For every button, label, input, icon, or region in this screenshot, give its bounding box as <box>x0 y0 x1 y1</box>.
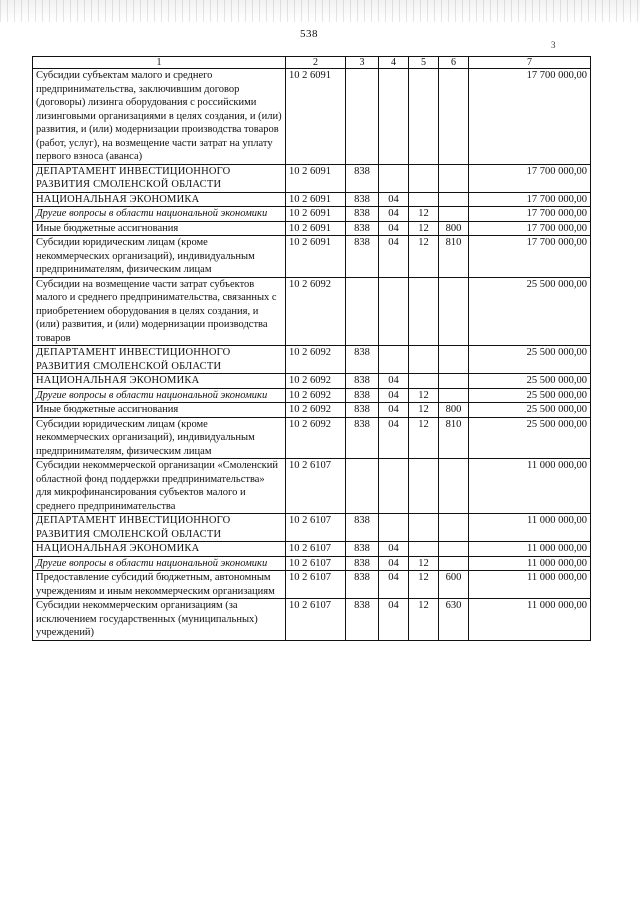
target-code-cell: 10 2 6091 <box>286 236 346 278</box>
section-code-cell <box>379 514 409 542</box>
amount-cell: 17 700 000,00 <box>469 207 591 222</box>
column-header-row <box>33 57 591 69</box>
expense-type-cell <box>439 69 469 165</box>
amount-cell: 25 500 000,00 <box>469 346 591 374</box>
amount-cell: 25 500 000,00 <box>469 388 591 403</box>
ministry-code-cell: 838 <box>346 417 379 459</box>
row-name-cell: ДЕПАРТАМЕНТ ИНВЕСТИЦИОННОГО РАЗВИТИЯ СМОЛЕНСКОЙ ОБЛАСТИ <box>33 514 286 542</box>
row-name-cell: Субсидии на возмещение части затрат субъектов малого и среднего предпринимательства, связанных с приобретением оборудования в целях создания, и (или) развития, и (или) модернизации производства товаров <box>33 277 286 346</box>
subsection-code-cell <box>409 164 439 192</box>
column-header: 5 <box>409 57 439 69</box>
table-row <box>33 346 591 374</box>
section-code-cell: 04 <box>379 192 409 207</box>
target-code-cell: 10 2 6107 <box>286 542 346 557</box>
amount-cell: 17 700 000,00 <box>469 164 591 192</box>
target-code-cell: 10 2 6107 <box>286 514 346 542</box>
section-code-cell: 04 <box>379 388 409 403</box>
ministry-code-cell: 838 <box>346 571 379 599</box>
subsection-code-cell: 12 <box>409 236 439 278</box>
ministry-code-cell: 838 <box>346 164 379 192</box>
amount-cell: 17 700 000,00 <box>469 236 591 278</box>
amount-cell: 17 700 000,00 <box>469 192 591 207</box>
ministry-code-cell: 838 <box>346 599 379 641</box>
amount-cell: 25 500 000,00 <box>469 417 591 459</box>
table-row <box>33 599 591 641</box>
table-row <box>33 403 591 418</box>
subsection-code-cell: 12 <box>409 599 439 641</box>
section-code-cell <box>379 346 409 374</box>
expense-type-cell <box>439 459 469 514</box>
ministry-code-cell: 838 <box>346 556 379 571</box>
amount-cell: 11 000 000,00 <box>469 599 591 641</box>
table-row <box>33 388 591 403</box>
subsection-code-cell: 12 <box>409 388 439 403</box>
amount-cell: 25 500 000,00 <box>469 403 591 418</box>
expense-type-cell <box>439 388 469 403</box>
column-header: 2 <box>286 57 346 69</box>
expense-type-cell <box>439 556 469 571</box>
target-code-cell: 10 2 6107 <box>286 599 346 641</box>
table-row <box>33 236 591 278</box>
subsection-code-cell <box>409 514 439 542</box>
row-name-cell: Субсидии юридическим лицам (кроме некоммерческих организаций), индивидуальным предпринимателям, физическим лицам <box>33 417 286 459</box>
expense-type-cell: 810 <box>439 417 469 459</box>
subsection-code-cell: 12 <box>409 571 439 599</box>
target-code-cell: 10 2 6092 <box>286 388 346 403</box>
row-name-cell: ДЕПАРТАМЕНТ ИНВЕСТИЦИОННОГО РАЗВИТИЯ СМОЛЕНСКОЙ ОБЛАСТИ <box>33 346 286 374</box>
expense-type-cell <box>439 514 469 542</box>
section-code-cell <box>379 164 409 192</box>
section-code-cell: 04 <box>379 542 409 557</box>
amount-cell: 11 000 000,00 <box>469 459 591 514</box>
table-row <box>33 164 591 192</box>
ministry-code-cell: 838 <box>346 207 379 222</box>
amount-cell: 11 000 000,00 <box>469 556 591 571</box>
target-code-cell: 10 2 6092 <box>286 417 346 459</box>
target-code-cell: 10 2 6107 <box>286 459 346 514</box>
column-header: 6 <box>439 57 469 69</box>
column-header: 4 <box>379 57 409 69</box>
ministry-code-cell: 838 <box>346 542 379 557</box>
column-header: 1 <box>33 57 286 69</box>
page-number: 538 <box>300 28 318 40</box>
target-code-cell: 10 2 6092 <box>286 403 346 418</box>
expense-type-cell <box>439 277 469 346</box>
row-name-cell: Субсидии некоммерческим организациям (за исключением государственных (муниципальных) учреждений) <box>33 599 286 641</box>
target-code-cell: 10 2 6091 <box>286 69 346 165</box>
expense-type-cell: 800 <box>439 403 469 418</box>
table-row <box>33 514 591 542</box>
section-code-cell: 04 <box>379 556 409 571</box>
section-code-cell: 04 <box>379 403 409 418</box>
subsection-code-cell: 12 <box>409 417 439 459</box>
target-code-cell: 10 2 6092 <box>286 277 346 346</box>
expense-type-cell: 600 <box>439 571 469 599</box>
subsection-code-cell <box>409 192 439 207</box>
amount-cell: 11 000 000,00 <box>469 542 591 557</box>
ministry-code-cell: 838 <box>346 192 379 207</box>
table-row <box>33 207 591 222</box>
ministry-code-cell <box>346 459 379 514</box>
section-code-cell: 04 <box>379 417 409 459</box>
subsection-code-cell <box>409 346 439 374</box>
table-row <box>33 417 591 459</box>
column-header: 3 <box>346 57 379 69</box>
expense-type-cell: 800 <box>439 221 469 236</box>
table-row <box>33 571 591 599</box>
section-code-cell: 04 <box>379 207 409 222</box>
row-name-cell: НАЦИОНАЛЬНАЯ ЭКОНОМИКА <box>33 192 286 207</box>
expense-type-cell: 630 <box>439 599 469 641</box>
corner-mark: 3 <box>551 40 556 50</box>
expense-type-cell <box>439 207 469 222</box>
table-row <box>33 192 591 207</box>
row-name-cell: ДЕПАРТАМЕНТ ИНВЕСТИЦИОННОГО РАЗВИТИЯ СМОЛЕНСКОЙ ОБЛАСТИ <box>33 164 286 192</box>
ministry-code-cell: 838 <box>346 403 379 418</box>
amount-cell: 17 700 000,00 <box>469 221 591 236</box>
row-name-cell: Субсидии юридическим лицам (кроме некоммерческих организаций), индивидуальным предпринимателям, физическим лицам <box>33 236 286 278</box>
row-name-cell: Другие вопросы в области национальной экономики <box>33 556 286 571</box>
subsection-code-cell: 12 <box>409 221 439 236</box>
ministry-code-cell: 838 <box>346 388 379 403</box>
ministry-code-cell <box>346 277 379 346</box>
subsection-code-cell: 12 <box>409 556 439 571</box>
row-name-cell: Другие вопросы в области национальной экономики <box>33 207 286 222</box>
row-name-cell: Предоставление субсидий бюджетным, автономным учреждениям и иным некоммерческим организациям <box>33 571 286 599</box>
row-name-cell: Иные бюджетные ассигнования <box>33 221 286 236</box>
subsection-code-cell <box>409 69 439 165</box>
table-row <box>33 221 591 236</box>
subsection-code-cell: 12 <box>409 207 439 222</box>
target-code-cell: 10 2 6092 <box>286 346 346 374</box>
target-code-cell: 10 2 6091 <box>286 164 346 192</box>
target-code-cell: 10 2 6107 <box>286 571 346 599</box>
table-row <box>33 459 591 514</box>
table-row <box>33 277 591 346</box>
subsection-code-cell <box>409 459 439 514</box>
table-row <box>33 542 591 557</box>
expense-type-cell <box>439 192 469 207</box>
row-name-cell: Субсидии некоммерческой организации «Смоленский областной фонд поддержки предпринимательства» для микрофинансирования субъектов малого и среднего предпринимательства <box>33 459 286 514</box>
table-row <box>33 556 591 571</box>
subsection-code-cell <box>409 374 439 389</box>
target-code-cell: 10 2 6107 <box>286 556 346 571</box>
ministry-code-cell: 838 <box>346 514 379 542</box>
subsection-code-cell: 12 <box>409 403 439 418</box>
subsection-code-cell <box>409 277 439 346</box>
table-body <box>33 69 591 641</box>
expense-type-cell <box>439 374 469 389</box>
ministry-code-cell: 838 <box>346 236 379 278</box>
scan-noise-strip <box>0 0 640 22</box>
expense-type-cell <box>439 542 469 557</box>
target-code-cell: 10 2 6092 <box>286 374 346 389</box>
ministry-code-cell <box>346 69 379 165</box>
ministry-code-cell: 838 <box>346 346 379 374</box>
expense-type-cell <box>439 164 469 192</box>
section-code-cell: 04 <box>379 374 409 389</box>
row-name-cell: Субсидии субъектам малого и среднего предпринимательства, заключившим договор (договоры) лизинга оборудования с российскими лизинговыми организациями в целях создания, и (или) развития, и (или) модернизации производства товаров (работ, услуг), на возмещение части затрат на уплату первого взноса (аванса) <box>33 69 286 165</box>
row-name-cell: Другие вопросы в области национальной экономики <box>33 388 286 403</box>
row-name-cell: НАЦИОНАЛЬНАЯ ЭКОНОМИКА <box>33 374 286 389</box>
amount-cell: 25 500 000,00 <box>469 374 591 389</box>
section-code-cell: 04 <box>379 599 409 641</box>
section-code-cell <box>379 459 409 514</box>
subsection-code-cell <box>409 542 439 557</box>
section-code-cell: 04 <box>379 571 409 599</box>
section-code-cell: 04 <box>379 221 409 236</box>
section-code-cell <box>379 277 409 346</box>
expense-type-cell <box>439 346 469 374</box>
expense-type-cell: 810 <box>439 236 469 278</box>
target-code-cell: 10 2 6091 <box>286 221 346 236</box>
amount-cell: 25 500 000,00 <box>469 277 591 346</box>
ministry-code-cell: 838 <box>346 221 379 236</box>
amount-cell: 11 000 000,00 <box>469 514 591 542</box>
target-code-cell: 10 2 6091 <box>286 192 346 207</box>
table-row <box>33 69 591 165</box>
row-name-cell: НАЦИОНАЛЬНАЯ ЭКОНОМИКА <box>33 542 286 557</box>
target-code-cell: 10 2 6091 <box>286 207 346 222</box>
table-row <box>33 374 591 389</box>
row-name-cell: Иные бюджетные ассигнования <box>33 403 286 418</box>
amount-cell: 11 000 000,00 <box>469 571 591 599</box>
section-code-cell <box>379 69 409 165</box>
column-header: 7 <box>469 57 591 69</box>
amount-cell: 17 700 000,00 <box>469 69 591 165</box>
budget-table <box>32 56 591 641</box>
section-code-cell: 04 <box>379 236 409 278</box>
ministry-code-cell: 838 <box>346 374 379 389</box>
